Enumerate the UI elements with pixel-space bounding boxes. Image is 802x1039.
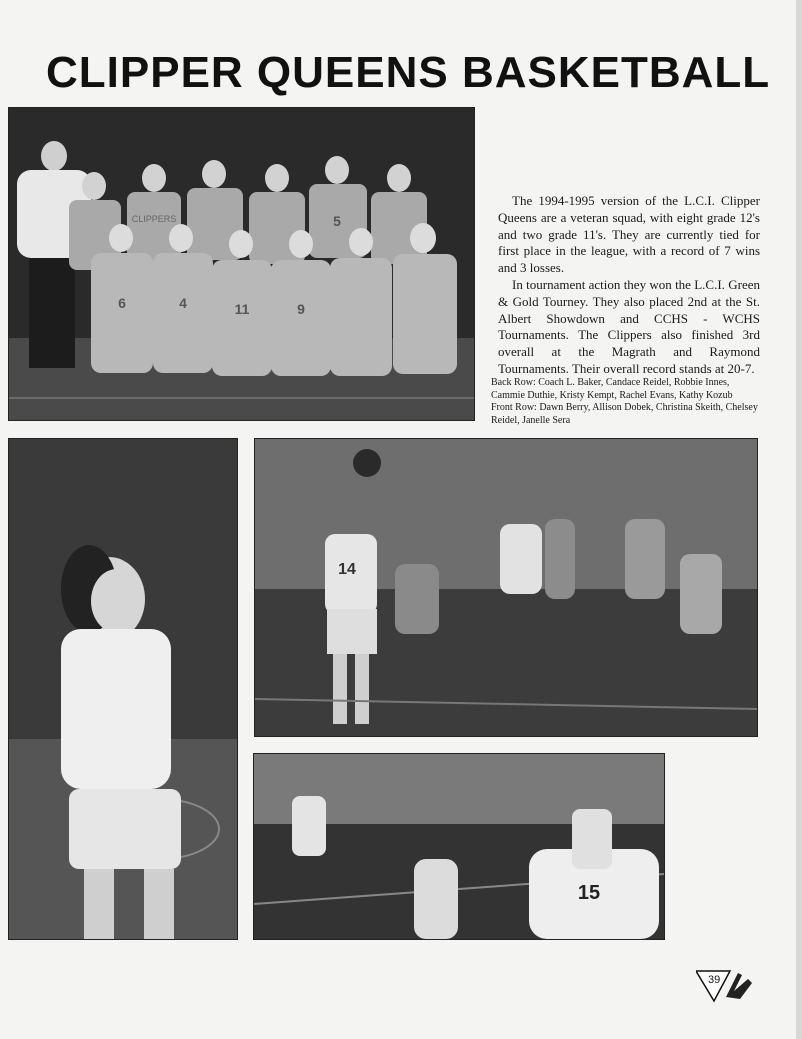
- article-paragraph: The 1994-1995 version of the L.C.I. Clipper Queens are a veteran squad, with eight grade 12's and two grade 11's. They are currently tied for first place in the league, with a record of 7 wins and 3 losses.: [498, 193, 760, 276]
- jersey-number: 4: [179, 295, 187, 311]
- article-body: [498, 193, 760, 378]
- jersey-number: 11: [234, 301, 250, 317]
- article-paragraph: In tournament action they won the L.C.I. Green & Gold Tourney. They also placed 2nd at the St. Albert Showdown and CCHS - WCHS Tournaments. The Clippers also finished 3rd overall at the Magrath and Raymond Tournaments. Their overall record stands at 20-7.: [498, 276, 760, 376]
- page-title: CLIPPER QUEENS BASKETBALL: [46, 48, 771, 97]
- jersey-text: CLIPPERS: [131, 214, 177, 224]
- game-lineup-photo: [253, 753, 665, 940]
- jersey-number: 14: [338, 561, 356, 578]
- game-action-photo: [254, 438, 758, 737]
- jersey-number: 9: [297, 301, 305, 317]
- page-number-badge: [696, 969, 756, 1003]
- jersey-number: 5: [333, 213, 341, 229]
- jersey-number: 6: [118, 295, 126, 311]
- photo-caption: [491, 377, 761, 427]
- page-edge: [796, 0, 802, 1039]
- jersey-number: 15: [577, 882, 601, 904]
- caption-back-row: Back Row: Coach L. Baker, Candace Reidel, Robbie Innes, Cammie Duthie, Kristy Kempt, Rachel Evans, Kathy Kozub: [491, 377, 733, 401]
- player-portrait-photo: [8, 438, 238, 940]
- page-number: 39: [708, 974, 721, 986]
- team-photo: [8, 107, 475, 421]
- caption-front-row: Front Row: Dawn Berry, Allison Dobek, Christina Skeith, Chelsey Reidel, Janelle Sera: [491, 402, 758, 426]
